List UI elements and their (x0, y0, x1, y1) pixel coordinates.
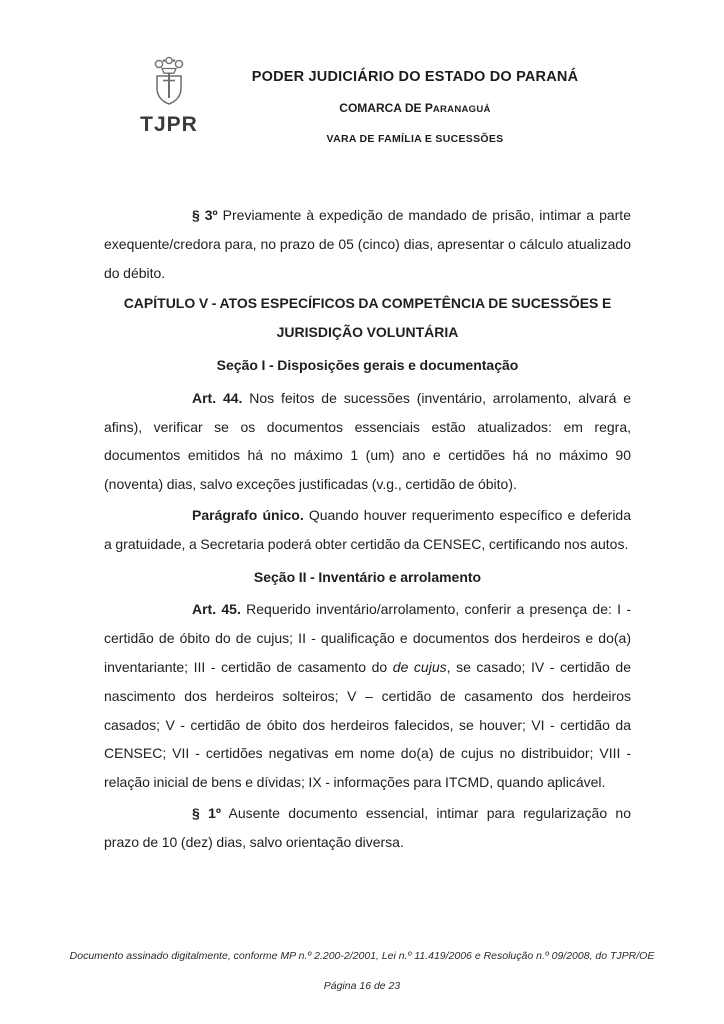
article-44 (104, 384, 631, 499)
article-45-latin-term: de cujus (392, 658, 447, 675)
vara-line: VARA DE FAMÍLIA E SUCESSÕES (326, 133, 504, 145)
header-titles (200, 55, 630, 145)
tjpr-logo (140, 55, 198, 145)
chapter-5-heading: CAPÍTULO V - ATOS ESPECÍFICOS DA COMPETÊNCIA DE SUCESSÕES E JURISDIÇÃO VOLUNTÁRIA (123, 295, 612, 341)
section-1-heading: Seção I - Disposições gerais e documentação (216, 356, 519, 373)
tjpr-coat-of-arms-icon (147, 55, 191, 105)
paragrafo-unico-text: Quando houver requerimento específico e deferida a gratuidade, a Secretaria poderá obter certidão da CENSEC, certificando nos autos. (104, 506, 632, 552)
document-footer (0, 950, 724, 992)
article-45-text-2: , se casado; IV - certidão de nascimento dos herdeiros solteiros; V – certidão de casamento dos herdeiros casados; V - certidão de óbito dos herdeiros falecidos, se houver; VI - certidão da CENSEC; VII - certidões negativas em nome do(a) de cujus no distribuidor; VIII - relação inicial de bens e dívidas; IX - informações para ITCMD, quando aplicável. (104, 658, 631, 791)
section-2-heading: Seção II - Inventário e arrolamento (253, 568, 482, 585)
document-header (0, 0, 724, 145)
document-body (104, 201, 631, 857)
comarca-line (200, 101, 630, 115)
paragrafo-unico-label: Parágrafo único. (192, 506, 304, 523)
article-44-text: Nos feitos de sucessões (inventário, arrolamento, alvará e afins), verificar se os documentos essenciais estão atualizados: em regra, documentos emitidos há no máximo 1 (um) ano e certidões há no máximo 90 (noventa) dias, salvo exceções justificadas (v.g., certidão de óbito). (104, 389, 631, 493)
comarca-lead: COMARCA DE P (339, 101, 433, 115)
paragraph-1o (104, 799, 631, 857)
article-45-label: Art. 45. (192, 601, 241, 618)
digital-signature-note: Documento assinado digitalmente, conforme MP n.º 2.200-2/2001, Lei n.º 11.419/2006 e Resolução n.º 09/2008, do TJPR/OE (69, 950, 655, 962)
paragraph-1o-text: Ausente documento essencial, intimar para regularização no prazo de 10 (dez) dias, salvo orientação diversa. (104, 804, 631, 850)
paragraph-3o-label: § 3º (192, 207, 218, 223)
paragrafo-unico (104, 501, 631, 559)
article-45-text-1: Requerido inventário/arrolamento, conferir a presença de: I - certidão de óbito do de cujus; II - qualificação e documentos dos herdeiros e do(a) inventariante; III - certidão de casamento do (104, 601, 631, 675)
article-44-label: Art. 44. (192, 389, 243, 406)
paragraph-3o-text: Previamente à expedição de mandado de prisão, intimar a parte exequente/credora para, no prazo de 05 (cinco) dias, apresentar o cálculo atualizado do débito. (104, 207, 631, 281)
comarca-smallcaps: ARANAGUÁ (432, 104, 491, 115)
page-number: Página 16 de 23 (323, 980, 401, 992)
paragraph-1o-label: § 1º (192, 804, 222, 821)
court-title: PODER JUDICIÁRIO DO ESTADO DO PARANÁ (251, 69, 579, 85)
paragraph-3o (104, 201, 631, 287)
tjpr-logo-text: TJPR (140, 113, 198, 136)
article-45 (104, 595, 631, 797)
